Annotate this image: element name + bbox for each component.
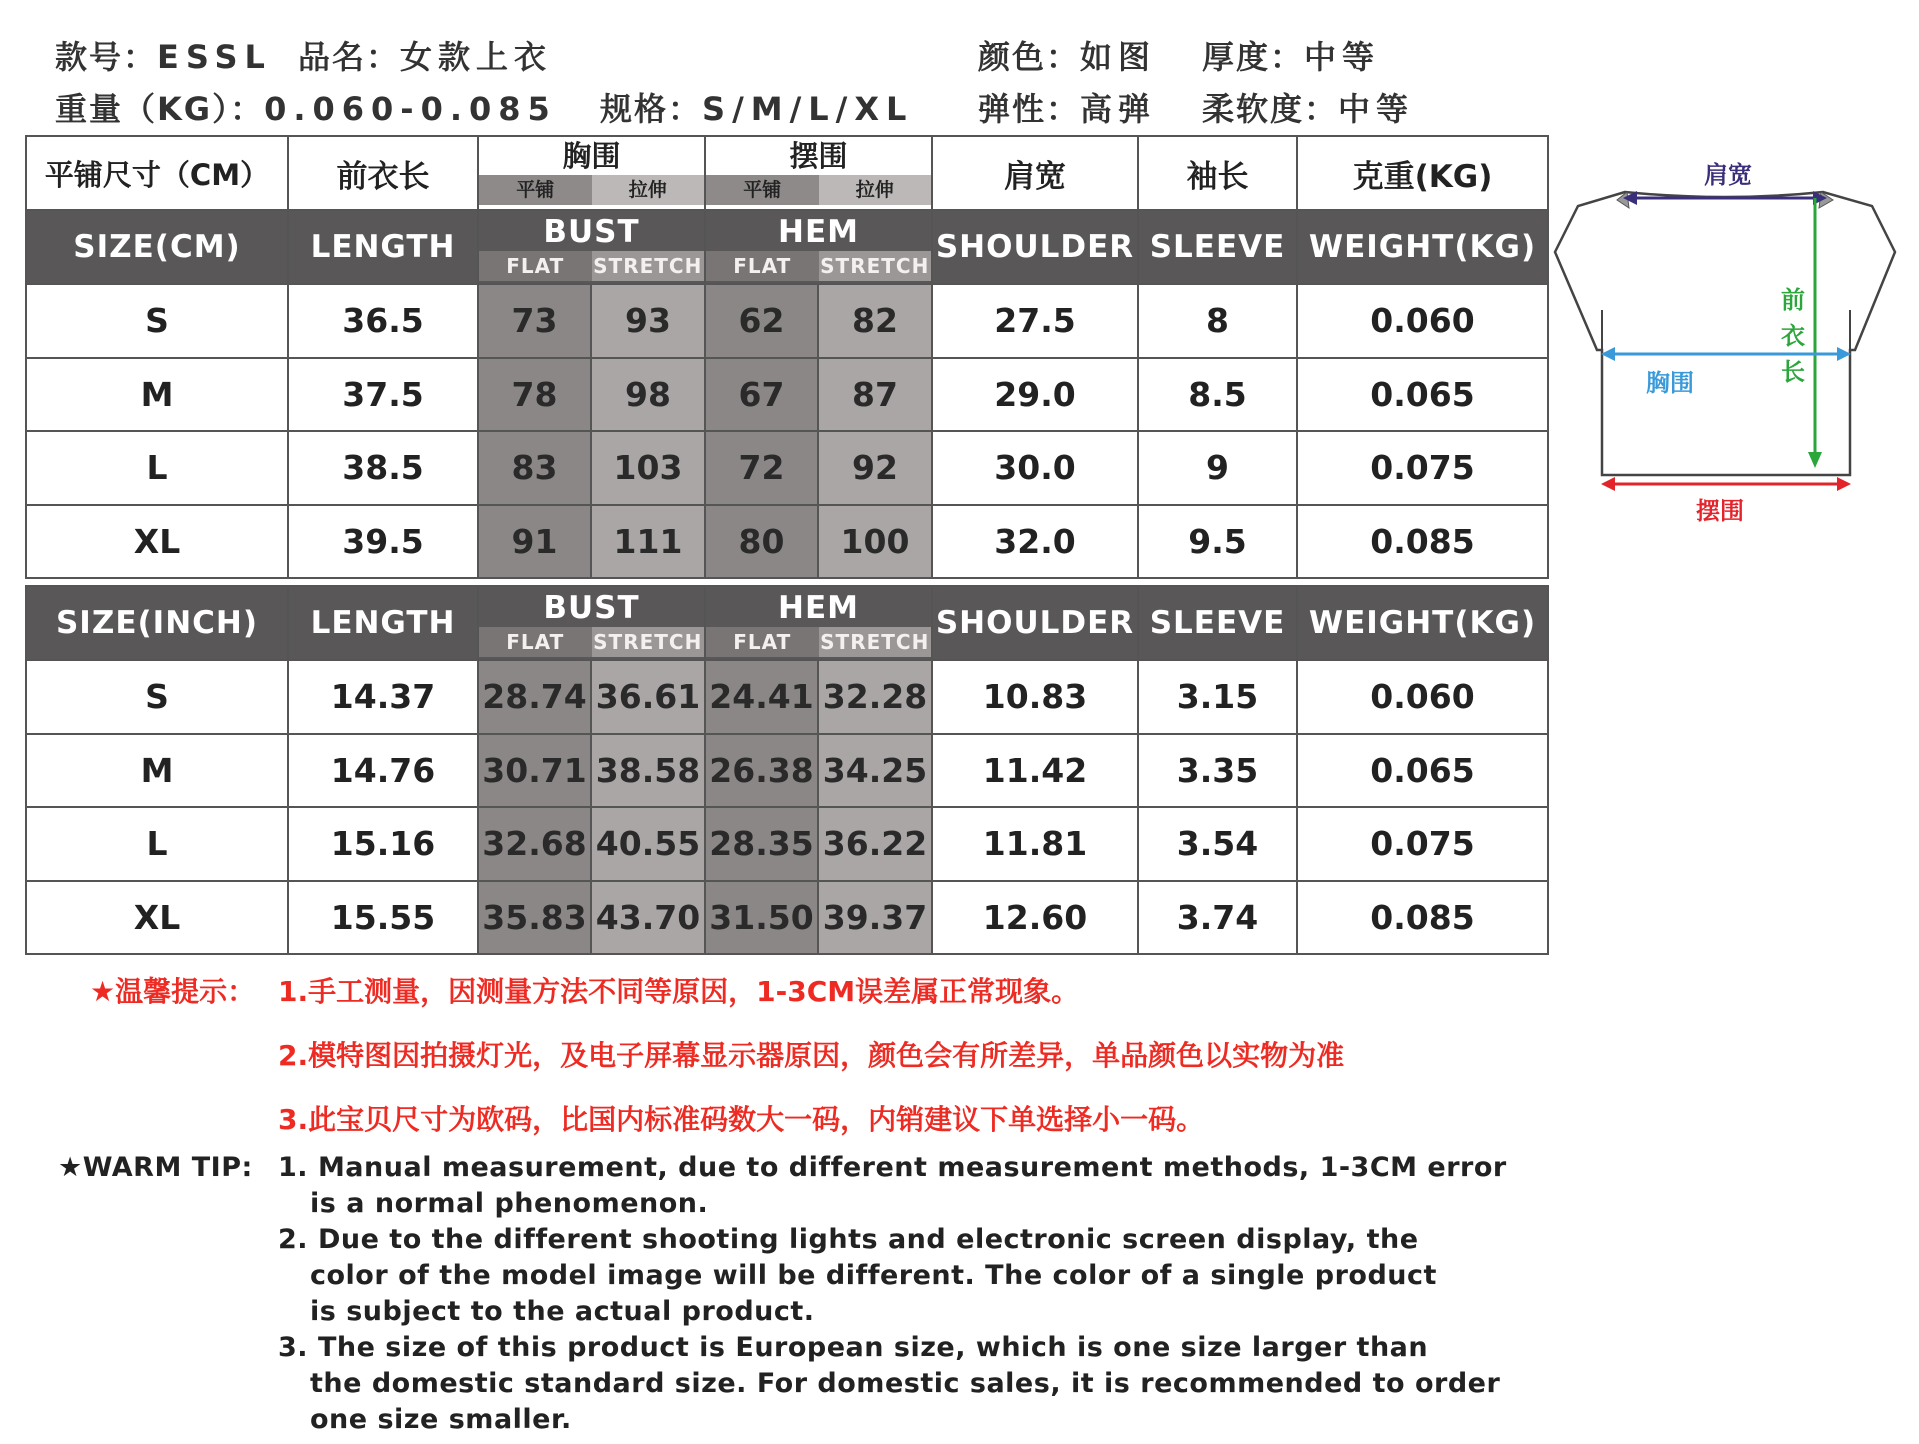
spec-label: 规格： xyxy=(600,90,703,128)
style-number xyxy=(55,32,272,78)
length-cell: 15.55 xyxy=(288,881,478,955)
diagram-shoulder-label: 肩宽 xyxy=(1704,161,1752,189)
length-cell: 14.37 xyxy=(288,660,478,734)
inch-hem-header xyxy=(705,586,932,660)
bust-flat-cell: 91 xyxy=(478,505,591,579)
hem-arrow-icon xyxy=(1601,477,1851,491)
weight-cell: 0.060 xyxy=(1297,284,1548,358)
bust-flat-cell: 73 xyxy=(478,284,591,358)
weight-range xyxy=(55,84,557,130)
color-info xyxy=(978,32,1156,78)
inch-hem-stretch: STRETCH xyxy=(819,627,932,657)
weight-cell: 0.065 xyxy=(1297,358,1548,432)
hem-flat-cell: 24.41 xyxy=(705,660,818,734)
hem-flat-cell: 28.35 xyxy=(705,807,818,881)
elastic-value: 高弹 xyxy=(1080,90,1157,128)
hem-stretch-cell: 100 xyxy=(818,505,932,579)
cm-shoulder-header: SHOULDER xyxy=(932,210,1138,284)
cm-hem-stretch: STRETCH xyxy=(819,251,932,281)
hem-stretch-cell: 34.25 xyxy=(818,734,932,808)
hem-stretch-cell: 82 xyxy=(818,284,932,358)
shoulder-cell: 10.83 xyxy=(932,660,1138,734)
color-label: 颜色： xyxy=(978,38,1081,76)
product-name xyxy=(298,32,552,78)
bust-flat-cell: 30.71 xyxy=(478,734,591,808)
cn-sleeve-header: 袖长 xyxy=(1138,136,1297,210)
sleeve-cell: 8 xyxy=(1138,284,1297,358)
cm-bust-stretch: STRETCH xyxy=(592,251,705,281)
table-row xyxy=(26,431,1548,505)
size-cell: S xyxy=(26,284,288,358)
sleeve-cell: 3.35 xyxy=(1138,734,1297,808)
hem-stretch-cell: 92 xyxy=(818,431,932,505)
tips-cn-line-1: 1.手工测量，因测量方法不同等原因，1-3CM误差属正常现象。 xyxy=(278,975,1080,1008)
bust-stretch-cell: 93 xyxy=(591,284,705,358)
spec-value: S/M/L/XL xyxy=(702,90,914,128)
inch-hem-label: HEM xyxy=(778,590,859,626)
weight-range-label: 重量（KG）： xyxy=(55,90,265,128)
cm-bust-header xyxy=(478,210,705,284)
product-name-value: 女款上衣 xyxy=(400,38,553,76)
size-table-cm xyxy=(25,135,1549,579)
tips-en-line: 1. Manual measurement, due to different measurement methods, 1-3CM error xyxy=(278,1152,1507,1183)
cm-size-header: SIZE(CM) xyxy=(26,210,288,284)
inch-sleeve-header: SLEEVE xyxy=(1138,586,1297,660)
sleeve-cell: 8.5 xyxy=(1138,358,1297,432)
thickness-value: 中等 xyxy=(1304,38,1381,76)
tips-en-line: 2. Due to the different shooting lights and electronic screen display, the xyxy=(278,1224,1419,1255)
bust-stretch-cell: 43.70 xyxy=(591,881,705,955)
cm-header-row xyxy=(26,210,1548,284)
color-value: 如图 xyxy=(1080,38,1157,76)
hem-flat-cell: 31.50 xyxy=(705,881,818,955)
table-row xyxy=(26,284,1548,358)
tips-en-label: ★WARM TIP: xyxy=(58,1152,253,1183)
table-row xyxy=(26,358,1548,432)
cn-size-header: 平铺尺寸（CM） xyxy=(26,136,288,210)
bust-stretch-cell: 36.61 xyxy=(591,660,705,734)
style-number-label: 款号： xyxy=(55,38,158,76)
shoulder-cell: 30.0 xyxy=(932,431,1138,505)
bust-flat-cell: 78 xyxy=(478,358,591,432)
size-cell: XL xyxy=(26,881,288,955)
cm-sleeve-header: SLEEVE xyxy=(1138,210,1297,284)
thickness-label: 厚度： xyxy=(1202,38,1305,76)
inch-bust-label: BUST xyxy=(543,590,640,626)
cm-hem-header xyxy=(705,210,932,284)
hem-stretch-cell: 87 xyxy=(818,358,932,432)
diagram-bust-label: 胸围 xyxy=(1646,369,1694,397)
sleeve-cell: 9.5 xyxy=(1138,505,1297,579)
table-row xyxy=(26,734,1548,808)
diagram-length-char-1: 前 xyxy=(1781,286,1805,314)
sleeve-cell: 3.74 xyxy=(1138,881,1297,955)
tips-cn-label: ★温馨提示： xyxy=(90,975,256,1008)
inch-bust-flat: FLAT xyxy=(479,627,592,657)
table-row xyxy=(26,881,1548,955)
cm-hem-label: HEM xyxy=(778,214,859,250)
tips-en-line: the domestic standard size. For domestic sales, it is recommended to order xyxy=(310,1368,1501,1399)
inch-shoulder-header: SHOULDER xyxy=(932,586,1138,660)
length-cell: 39.5 xyxy=(288,505,478,579)
bust-flat-cell: 83 xyxy=(478,431,591,505)
tips-en-line: color of the model image will be different. The color of a single product xyxy=(310,1260,1437,1291)
cn-bust-flat: 平铺 xyxy=(479,175,592,205)
inch-bust-header xyxy=(478,586,705,660)
cn-hem-stretch: 拉伸 xyxy=(819,175,932,205)
length-cell: 15.16 xyxy=(288,807,478,881)
shoulder-cell: 29.0 xyxy=(932,358,1138,432)
bust-flat-cell: 35.83 xyxy=(478,881,591,955)
hem-stretch-cell: 32.28 xyxy=(818,660,932,734)
shoulder-cell: 27.5 xyxy=(932,284,1138,358)
tips-en-line: is subject to the actual product. xyxy=(310,1296,815,1327)
size-cell: L xyxy=(26,807,288,881)
hem-flat-cell: 26.38 xyxy=(705,734,818,808)
size-table-inch xyxy=(25,585,1549,955)
cm-hem-flat: FLAT xyxy=(706,251,819,281)
spec-info xyxy=(600,84,913,130)
cm-bust-flat: FLAT xyxy=(479,251,592,281)
diagram-length-char-3: 长 xyxy=(1781,358,1805,386)
weight-cell: 0.075 xyxy=(1297,807,1548,881)
size-cell: L xyxy=(26,431,288,505)
cn-hem-header xyxy=(705,136,932,210)
hem-flat-cell: 62 xyxy=(705,284,818,358)
weight-cell: 0.060 xyxy=(1297,660,1548,734)
cn-shoulder-header: 肩宽 xyxy=(932,136,1138,210)
shirt-outline-icon xyxy=(1555,192,1895,475)
tips-en-line: 3. The size of this product is European size, which is one size larger than xyxy=(278,1332,1429,1363)
inch-weight-header: WEIGHT(KG) xyxy=(1297,586,1548,660)
table-row xyxy=(26,505,1548,579)
thickness-info xyxy=(1202,32,1380,78)
bust-stretch-cell: 38.58 xyxy=(591,734,705,808)
shoulder-cell: 12.60 xyxy=(932,881,1138,955)
sleeve-cell: 3.15 xyxy=(1138,660,1297,734)
length-cell: 14.76 xyxy=(288,734,478,808)
weight-cell: 0.075 xyxy=(1297,431,1548,505)
table-row xyxy=(26,660,1548,734)
tips-cn-line-2: 2.模特图因拍摄灯光，及电子屏幕显示器原因，颜色会有所差异，单品颜色以实物为准 xyxy=(278,1039,1345,1072)
sleeve-cell: 3.54 xyxy=(1138,807,1297,881)
sleeve-cell: 9 xyxy=(1138,431,1297,505)
length-cell: 36.5 xyxy=(288,284,478,358)
inch-length-header: LENGTH xyxy=(288,586,478,660)
inch-size-header: SIZE(INCH) xyxy=(26,586,288,660)
cn-weight-header: 克重(KG) xyxy=(1297,136,1548,210)
size-cell: XL xyxy=(26,505,288,579)
cn-bust-stretch: 拉伸 xyxy=(592,175,705,205)
hem-stretch-cell: 36.22 xyxy=(818,807,932,881)
length-cell: 37.5 xyxy=(288,358,478,432)
cn-bust-header xyxy=(478,136,705,210)
size-cell: M xyxy=(26,734,288,808)
bust-flat-cell: 32.68 xyxy=(478,807,591,881)
hem-flat-cell: 72 xyxy=(705,431,818,505)
diagram-length-char-2: 衣 xyxy=(1781,322,1805,350)
product-name-label: 品名： xyxy=(298,38,401,76)
bust-stretch-cell: 40.55 xyxy=(591,807,705,881)
tips-en-line: one size smaller. xyxy=(310,1404,572,1435)
garment-diagram xyxy=(1545,150,1919,540)
cn-header-row xyxy=(26,136,1548,210)
hem-stretch-cell: 39.37 xyxy=(818,881,932,955)
hem-flat-cell: 67 xyxy=(705,358,818,432)
cn-bust-label: 胸围 xyxy=(479,137,704,175)
inch-bust-stretch: STRETCH xyxy=(592,627,705,657)
inch-hem-flat: FLAT xyxy=(706,627,819,657)
shoulder-cell: 32.0 xyxy=(932,505,1138,579)
weight-cell: 0.085 xyxy=(1297,881,1548,955)
weight-cell: 0.065 xyxy=(1297,734,1548,808)
cn-hem-flat: 平铺 xyxy=(706,175,819,205)
size-cell: S xyxy=(26,660,288,734)
cn-hem-label: 摆围 xyxy=(706,137,931,175)
weight-cell: 0.085 xyxy=(1297,505,1548,579)
table-row xyxy=(26,807,1548,881)
bust-flat-cell: 28.74 xyxy=(478,660,591,734)
diagram-hem-label: 摆围 xyxy=(1696,497,1744,525)
elastic-info xyxy=(978,84,1156,130)
elastic-label: 弹性： xyxy=(978,90,1081,128)
cm-length-header: LENGTH xyxy=(288,210,478,284)
tips-cn-line-3: 3.此宝贝尺寸为欧码，比国内标准码数大一码，内销建议下单选择小一码。 xyxy=(278,1103,1205,1136)
tips-en-line: is a normal phenomenon. xyxy=(310,1188,709,1219)
cm-weight-header: WEIGHT(KG) xyxy=(1297,210,1548,284)
softness-info xyxy=(1202,84,1414,130)
weight-range-value: 0.060-0.085 xyxy=(264,90,557,128)
softness-label: 柔软度： xyxy=(1202,90,1339,128)
bust-stretch-cell: 103 xyxy=(591,431,705,505)
hem-flat-cell: 80 xyxy=(705,505,818,579)
size-cell: M xyxy=(26,358,288,432)
bust-stretch-cell: 111 xyxy=(591,505,705,579)
shoulder-cell: 11.81 xyxy=(932,807,1138,881)
bust-stretch-cell: 98 xyxy=(591,358,705,432)
style-number-value: ESSL xyxy=(157,38,272,76)
softness-value: 中等 xyxy=(1338,90,1415,128)
length-cell: 38.5 xyxy=(288,431,478,505)
cm-bust-label: BUST xyxy=(543,214,640,250)
cn-length-header: 前衣长 xyxy=(288,136,478,210)
shoulder-cell: 11.42 xyxy=(932,734,1138,808)
inch-header-row xyxy=(26,586,1548,660)
